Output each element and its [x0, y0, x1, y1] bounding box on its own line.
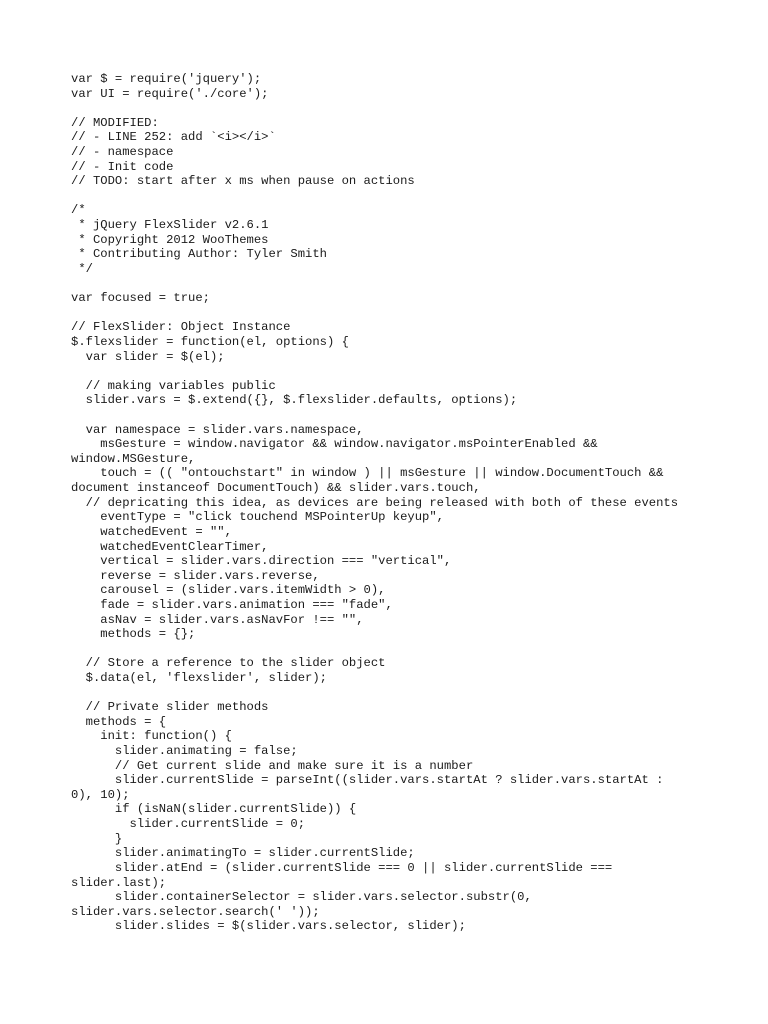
code-line: // - Init code	[71, 159, 174, 174]
code-line	[71, 306, 701, 321]
code-line: $.data(el, 'flexslider', slider);	[71, 670, 327, 685]
code-line: var UI = require('./core');	[71, 86, 269, 101]
code-line: slider.currentSlide = 0;	[71, 817, 306, 832]
code-line: var slider = $(el);	[71, 349, 225, 364]
code-line: }	[71, 831, 123, 846]
code-line: slider.vars = $.extend({}, $.flexslider.defaults, options);	[71, 393, 518, 408]
code-line: var $ = require('jquery');	[71, 72, 262, 86]
code-line: touch = (( "ontouchstart" in window ) || msGesture || window.DocumentTouch &&	[71, 466, 664, 481]
code-line	[71, 642, 701, 657]
code-line: init: function() {	[71, 729, 232, 744]
code-line	[71, 101, 701, 116]
code-line: // FlexSlider: Object Instance	[71, 320, 291, 335]
code-line: // making variables public	[71, 378, 276, 393]
code-line: slider.animating = false;	[71, 744, 298, 759]
code-line	[71, 364, 701, 379]
code-line: * Copyright 2012 WooThemes	[71, 232, 269, 247]
code-line: vertical = slider.vars.direction === "vertical",	[71, 554, 452, 569]
code-line: slider.containerSelector = slider.vars.selector.substr(0,	[71, 890, 532, 905]
code-line	[71, 189, 701, 204]
code-line: // - namespace	[71, 145, 174, 160]
code-line: * jQuery FlexSlider v2.6.1	[71, 218, 269, 233]
code-line: * Contributing Author: Tyler Smith	[71, 247, 327, 262]
code-line: fade = slider.vars.animation === "fade",	[71, 597, 393, 612]
code-line: // - LINE 252: add `<i></i>`	[71, 130, 276, 145]
code-block	[71, 72, 701, 934]
code-line: slider.slides = $(slider.vars.selector, slider);	[71, 919, 466, 934]
code-line: slider.vars.selector.search(' '));	[71, 904, 320, 919]
code-line: watchedEventClearTimer,	[71, 539, 269, 554]
code-line: // TODO: start after x ms when pause on actions	[71, 174, 415, 189]
code-line: msGesture = window.navigator && window.navigator.msPointerEnabled &&	[71, 437, 598, 452]
code-line: // depricating this idea, as devices are being released with both of these events	[71, 495, 679, 510]
code-line: eventType = "click touchend MSPointerUp keyup",	[71, 510, 444, 525]
code-line: slider.animatingTo = slider.currentSlide;	[71, 846, 415, 861]
code-line: window.MSGesture,	[71, 451, 196, 466]
code-line: // MODIFIED:	[71, 115, 159, 130]
code-line: watchedEvent = "",	[71, 524, 232, 539]
code-line: slider.last);	[71, 875, 167, 890]
code-line: slider.atEnd = (slider.currentSlide === 0 || slider.currentSlide ===	[71, 860, 613, 875]
code-line: var focused = true;	[71, 291, 210, 306]
code-line	[71, 408, 701, 423]
code-line: slider.currentSlide = parseInt((slider.vars.startAt ? slider.vars.startAt :	[71, 773, 664, 788]
code-line: document instanceof DocumentTouch) && slider.vars.touch,	[71, 481, 481, 496]
code-line: carousel = (slider.vars.itemWidth > 0),	[71, 583, 386, 598]
code-line: // Get current slide and make sure it is a number	[71, 758, 474, 773]
code-line: var namespace = slider.vars.namespace,	[71, 422, 364, 437]
code-line: methods = {};	[71, 627, 196, 642]
code-line	[71, 277, 701, 292]
code-line	[71, 686, 701, 701]
code-line: 0), 10);	[71, 787, 130, 802]
code-line: asNav = slider.vars.asNavFor !== "",	[71, 612, 364, 627]
code-line: reverse = slider.vars.reverse,	[71, 568, 320, 583]
code-line: */	[71, 261, 93, 276]
code-line: /*	[71, 203, 86, 218]
code-line: // Store a reference to the slider object	[71, 656, 386, 671]
code-line: if (isNaN(slider.currentSlide)) {	[71, 802, 357, 817]
code-line: methods = {	[71, 714, 167, 729]
code-line: $.flexslider = function(el, options) {	[71, 334, 349, 349]
code-line: // Private slider methods	[71, 700, 269, 715]
